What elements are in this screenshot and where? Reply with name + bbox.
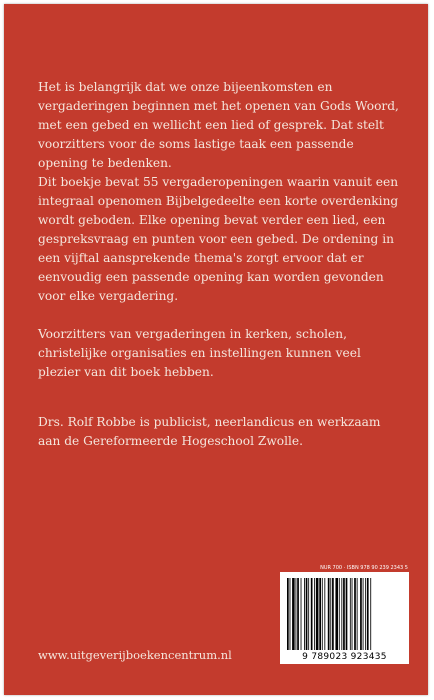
isbn-line: NUR 700 · ISBN 978 90 239 2343 5 (320, 565, 408, 571)
blurb-paragraph-3: Voorzitters van vergaderingen in kerken, scholen, christelijke organisaties en instellingen kunnen veel plezier van dit boek hebben. (38, 327, 361, 379)
barcode-bars (285, 578, 404, 652)
blurb-text (38, 78, 406, 451)
author-bio: Drs. Rolf Robbe is publicist, neerlandicus en werkzaam aan de Gereformeerde Hogeschool Zwolle. (38, 415, 381, 448)
red-cover-panel (4, 4, 428, 695)
barcode (280, 572, 409, 664)
publisher-url[interactable]: www.uitgeverijboekencentrum.nl (38, 648, 232, 662)
barcode-digits: 9 789023 923435 (302, 652, 387, 662)
blurb-paragraph-2: Dit boekje bevat 55 vergaderopeningen waarin vanuit een integraal openomen Bijbelgedeelte een korte overdenking wordt geboden. Elke opening bevat verder een lied, een gespreksvraag en punten voor een gebed. De ordening in een vijftal aansprekende thema's zorgt ervoor dat er eenvoudig een passende opening kan worden gevonden voor elke vergadering. (38, 175, 399, 303)
blurb-paragraph-1: Het is belangrijk dat we onze bijeenkomsten en vergaderingen beginnen met het openen van Gods Woord, met een gebed en wellicht een lied of gesprek. Dat stelt voorzitters voor de soms lastige taak een passende opening te bedenken. (38, 80, 399, 170)
